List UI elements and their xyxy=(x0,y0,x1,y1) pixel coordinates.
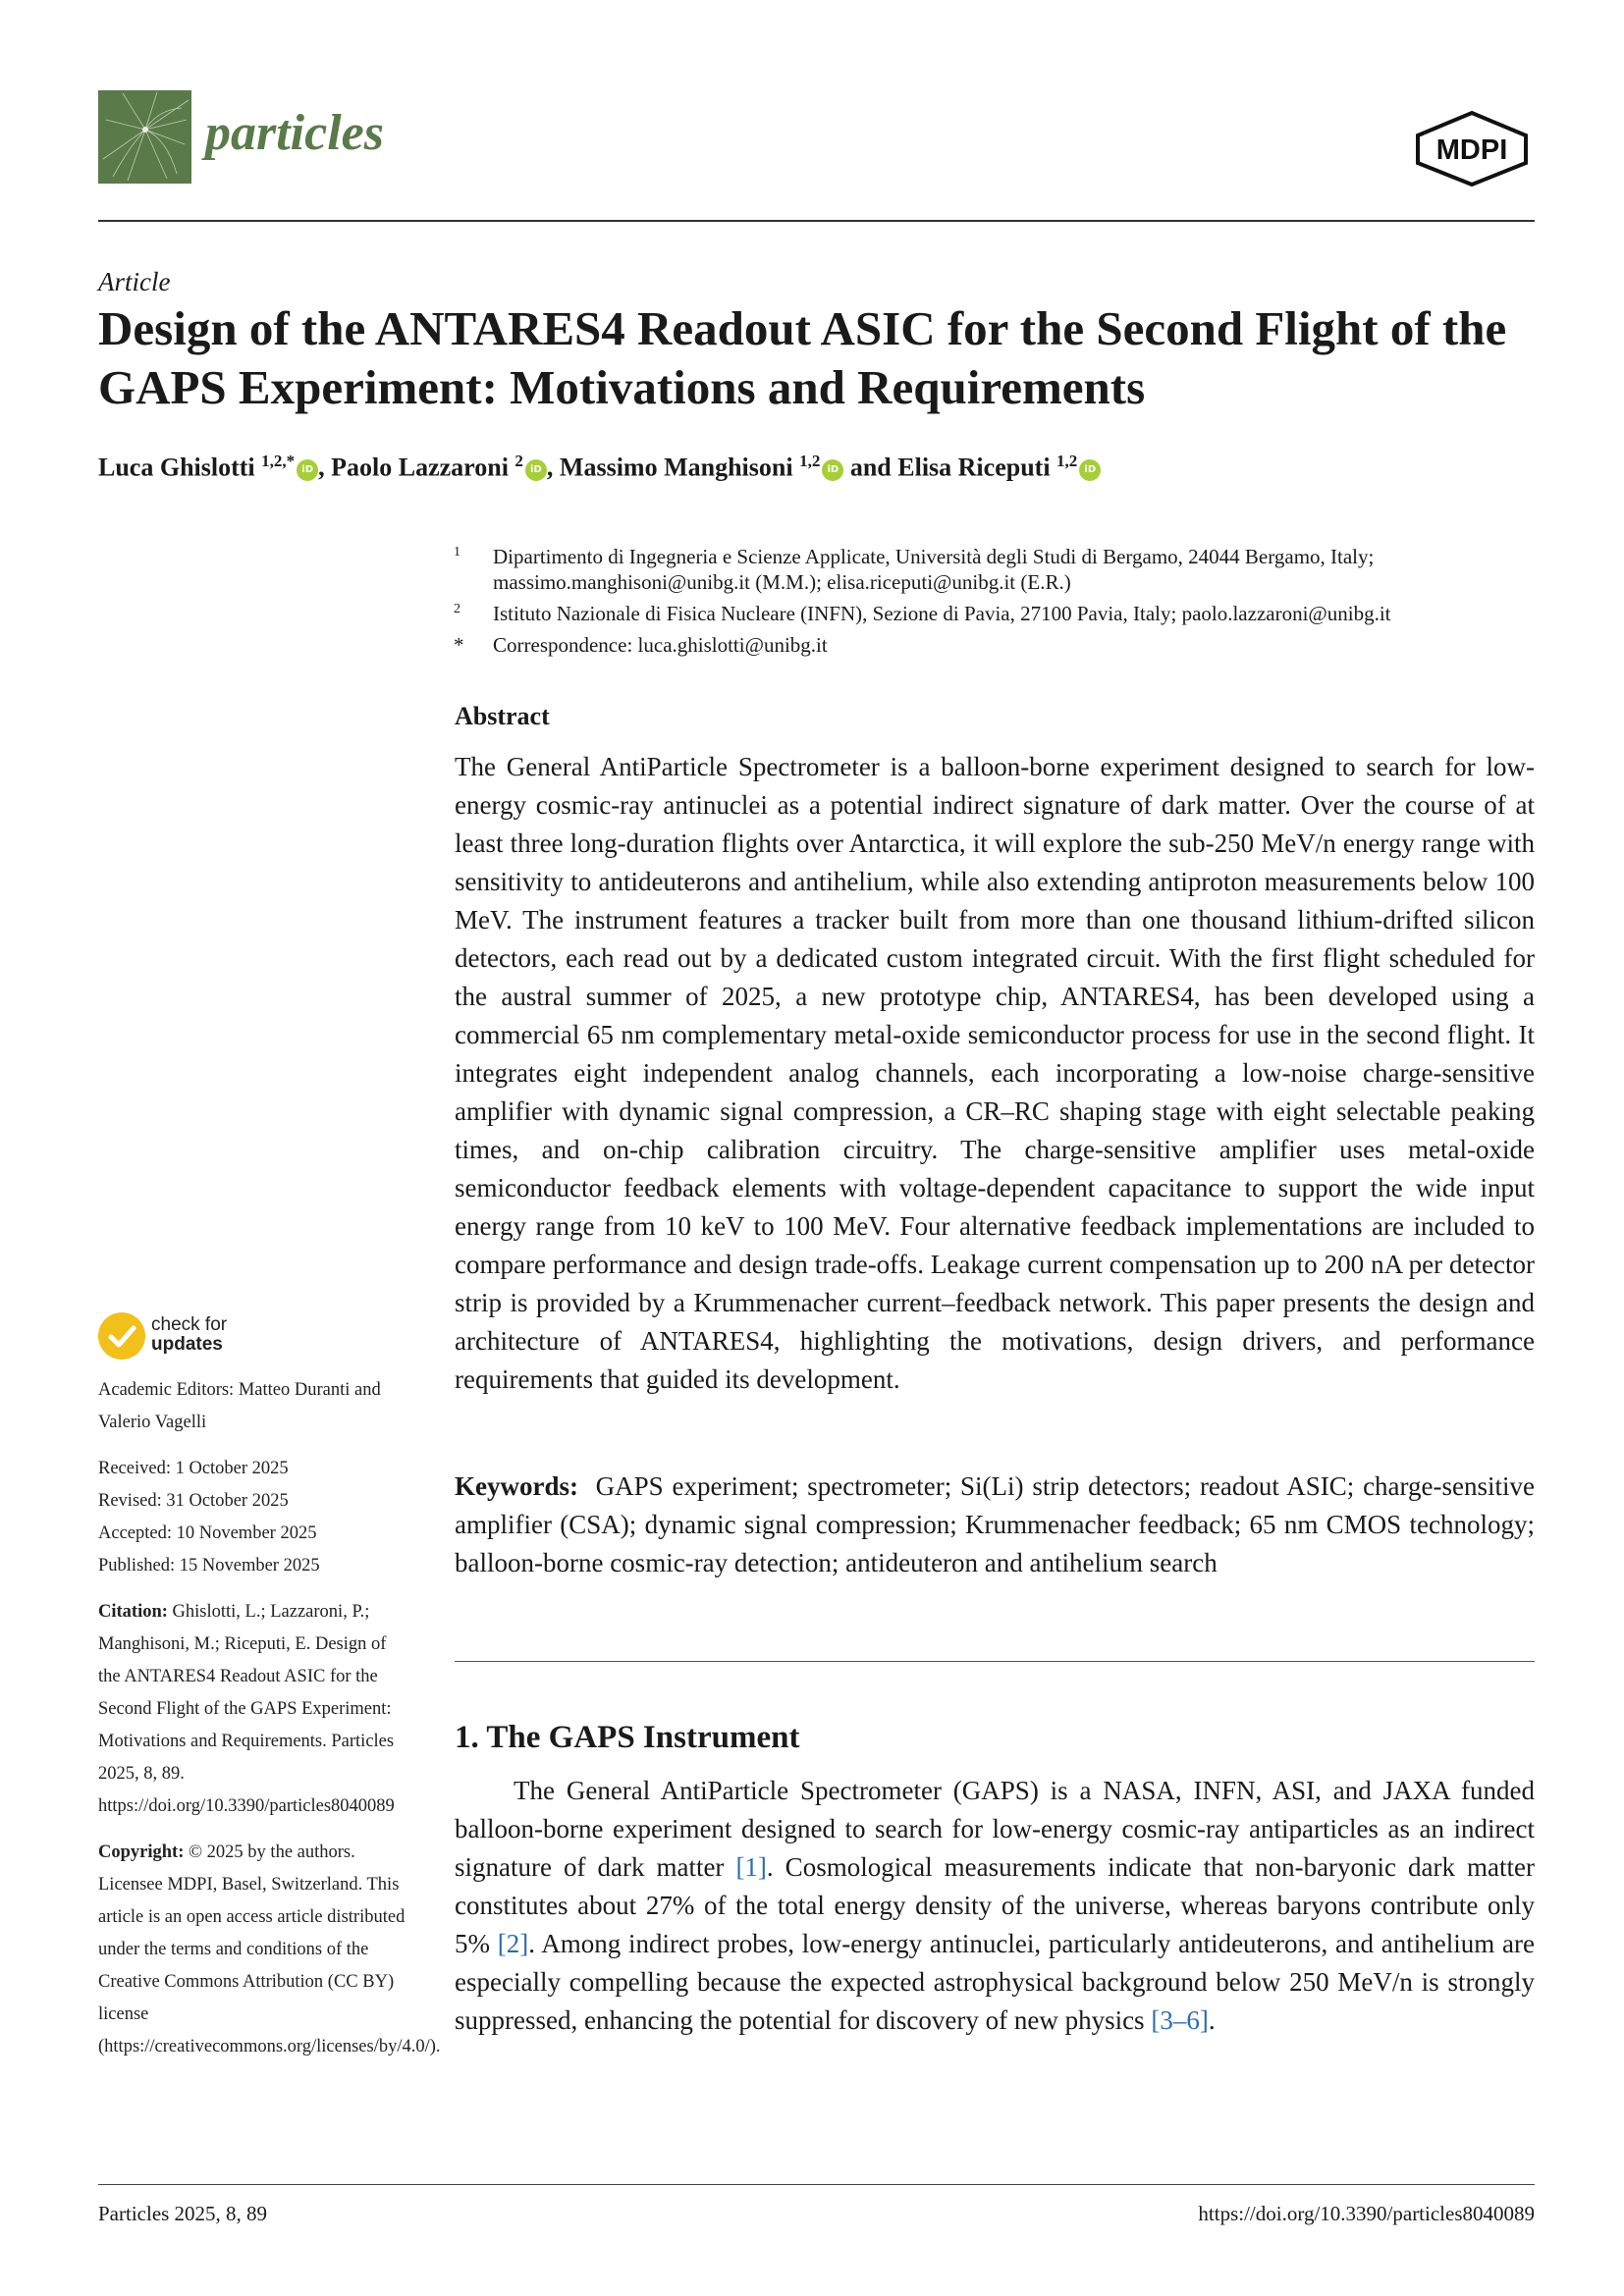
citation-block xyxy=(98,1596,412,1823)
publisher-name: MDPI xyxy=(1435,134,1508,166)
revised-date: Revised: 31 October 2025 xyxy=(98,1491,289,1511)
journal-name: particles xyxy=(205,105,384,161)
author: Massimo Manghisoni xyxy=(559,453,793,482)
correspondence-item xyxy=(452,632,1542,658)
citation-link[interactable]: [1] xyxy=(735,1852,767,1882)
orcid-icon[interactable]: iD xyxy=(297,459,318,481)
abstract-body: The General AntiParticle Spectrometer is a balloon-borne experiment designed to search for low-energy cosmic-ray antinuclei as a potential indirect signature of dark matter. Over the course of at least three long-duration flights over Antarctica, it will explore the sub-250 MeV/n energy range with sensitivity to antideuterons and antihelium, while also extending antiproton measurements below 100 MeV. The instrument features a tracker built from more than one thousand lithium-drifted silicon detectors, each read out by a dedicated custom integrated circuit. With the first flight scheduled for the austral summer of 2025, a new prototype chip, ANTARES4, has been developed using a commercial 65 nm complementary metal-oxide semiconductor process for use in the second flight. It integrates eight independent analog channels, each incorporating a low-noise charge-sensitive amplifier with dynamic signal compression, a CR–RC shaping stage with eight selectable peaking times, and on-chip calibration circuitry. The charge-sensitive amplifier uses metal-oxide semiconductor feedback elements with voltage-dependent capacitance to support the wide input energy range from 10 keV to 100 MeV. Four alternative feedback implementations are included to compare performance and design trade-offs. Leakage current compensation up to 200 nA per detector strip is provided by a Krummenacher current–feedback network. This paper presents the design and architecture of ANTARES4, highlighting the motivations, design drivers, and performance requirements that guided its development. xyxy=(455,752,1535,1394)
check-label: check for xyxy=(151,1314,228,1335)
section-heading: 1. The GAPS Instrument xyxy=(455,1720,800,1755)
footer-divider xyxy=(98,2184,1535,2185)
journal-logo xyxy=(98,90,191,184)
orcid-icon[interactable]: iD xyxy=(1079,459,1101,481)
keywords-label: Keywords: xyxy=(455,1471,578,1501)
accepted-date: Accepted: 10 November 2025 xyxy=(98,1523,317,1543)
received-date: Received: 1 October 2025 xyxy=(98,1459,289,1478)
dates xyxy=(98,1453,412,1582)
citation-link[interactable]: [3–6] xyxy=(1151,2005,1209,2035)
checkmark-icon xyxy=(98,1312,145,1360)
author-affiliation-mark: 2 xyxy=(514,452,523,470)
section-paragraph: The General AntiParticle Spectrometer (GAPS) is a NASA, INFN, ASI, and JAXA funded balloon-borne experiment designed to search for low-energy cosmic-ray antiparticles as an indirect signature of dark matter [1]. Cosmological measurements indicate that non-baryonic dark matter constitutes about 27% of the total energy density of the universe, whereas baryons contribute only 5% [2]. Among indirect probes, low-energy antinuclei, particularly antideuterons, and antihelium are especially compelling because the expected astrophysical background below 250 MeV/n is strongly suppressed, enhancing the potential for discovery of new physics [3–6]. xyxy=(455,1776,1535,2035)
abstract-heading: Abstract xyxy=(455,702,550,730)
affiliation-mark: 2 xyxy=(454,602,460,616)
correspondence-mark: * xyxy=(454,633,464,657)
author-affiliation-mark: 1,2 xyxy=(1056,452,1078,470)
affiliation-text: Dipartimento di Ingegneria e Scienze Applicate, Università degli Studi di Bergamo, 24044 Bergamo, Italy; massimo.manghisoni@unibg.it (M.M.); elisa.riceputi@unibg.it (E.R.) xyxy=(493,545,1375,594)
footer-journal-ref: Particles 2025, 8, 89 xyxy=(98,2202,268,2225)
citation-label: Citation: xyxy=(98,1602,168,1622)
author-affiliation-mark: 1,2,* xyxy=(261,452,296,470)
article-type: Article xyxy=(98,267,171,296)
keywords xyxy=(455,1468,1535,1582)
check-for-updates-badge[interactable] xyxy=(98,1312,245,1362)
updates-label: updates xyxy=(151,1334,223,1355)
header-divider xyxy=(98,220,1535,222)
correspondence-text: Correspondence: luca.ghislotti@unibg.it xyxy=(493,633,828,657)
affiliation-item xyxy=(452,544,1542,595)
copyright-block xyxy=(98,1837,441,2063)
article-title: Design of the ANTARES4 Readout ASIC for the Second Flight of the GAPS Experiment: Motivations and Requirements xyxy=(98,301,1507,414)
citation-link[interactable]: [2] xyxy=(497,1929,529,1958)
affiliation-text: Istituto Nazionale di Fisica Nucleare (INFN), Sezione di Pavia, 27100 Pavia, Italy; paolo.lazzaroni@unibg.it xyxy=(493,602,1391,625)
copyright-text: © 2025 by the authors. Licensee MDPI, Basel, Switzerland. This article is an open access article distributed under the terms and conditions of the Creative Commons Attribution (CC BY) license (https://creativecommons.org/licenses/by/4.0/). xyxy=(98,1842,441,2056)
orcid-icon[interactable]: iD xyxy=(822,459,843,481)
publisher-logo xyxy=(1414,110,1530,187)
author: Elisa Riceputi xyxy=(897,453,1051,482)
academic-editors: Academic Editors: Matteo Duranti and Valerio Vagelli xyxy=(98,1380,381,1432)
author: Luca Ghislotti xyxy=(98,453,255,482)
author-list: Luca Ghislotti $^{1,2,*}$ iD , Paolo Lazzaroni $^2$ iD , Massimo Manghisoni $^{1,2}$ iD and Elisa Riceputi $^{1,2}$ iD xyxy=(98,452,1532,483)
particle-burst-icon xyxy=(98,90,191,184)
author: Paolo Lazzaroni xyxy=(331,453,509,482)
citation-text: Ghislotti, L.; Lazzaroni, P.; Manghisoni, M.; Riceputi, E. Design of the ANTARES4 Readout ASIC for the Second Flight of the GAPS Experiment: Motivations and Requirements. Particles 2025, 8, 89. https://doi.org/10.3390/particles8040089 xyxy=(98,1602,395,1816)
copyright-label: Copyright: xyxy=(98,1842,185,1862)
keywords-list: GAPS experiment; spectrometer; Si(Li) strip detectors; readout ASIC; charge-sensitive amplifier (CSA); dynamic signal compression; Krummenacher feedback; 65 nm CMOS technology; balloon-borne cosmic-ray detection; antideuteron and antihelium search xyxy=(455,1471,1536,1577)
published-date: Published: 15 November 2025 xyxy=(98,1556,320,1575)
author-affiliation-mark: 1,2 xyxy=(799,452,821,470)
orcid-icon[interactable]: iD xyxy=(525,459,547,481)
footer-doi-link[interactable]: https://doi.org/10.3390/particles8040089 xyxy=(1198,2202,1535,2225)
article-info-sidebar xyxy=(98,1374,441,2077)
affiliations xyxy=(452,544,1542,664)
affiliation-item xyxy=(452,601,1542,626)
affiliation-mark: 1 xyxy=(454,545,460,560)
abstract-divider xyxy=(455,1661,1535,1662)
